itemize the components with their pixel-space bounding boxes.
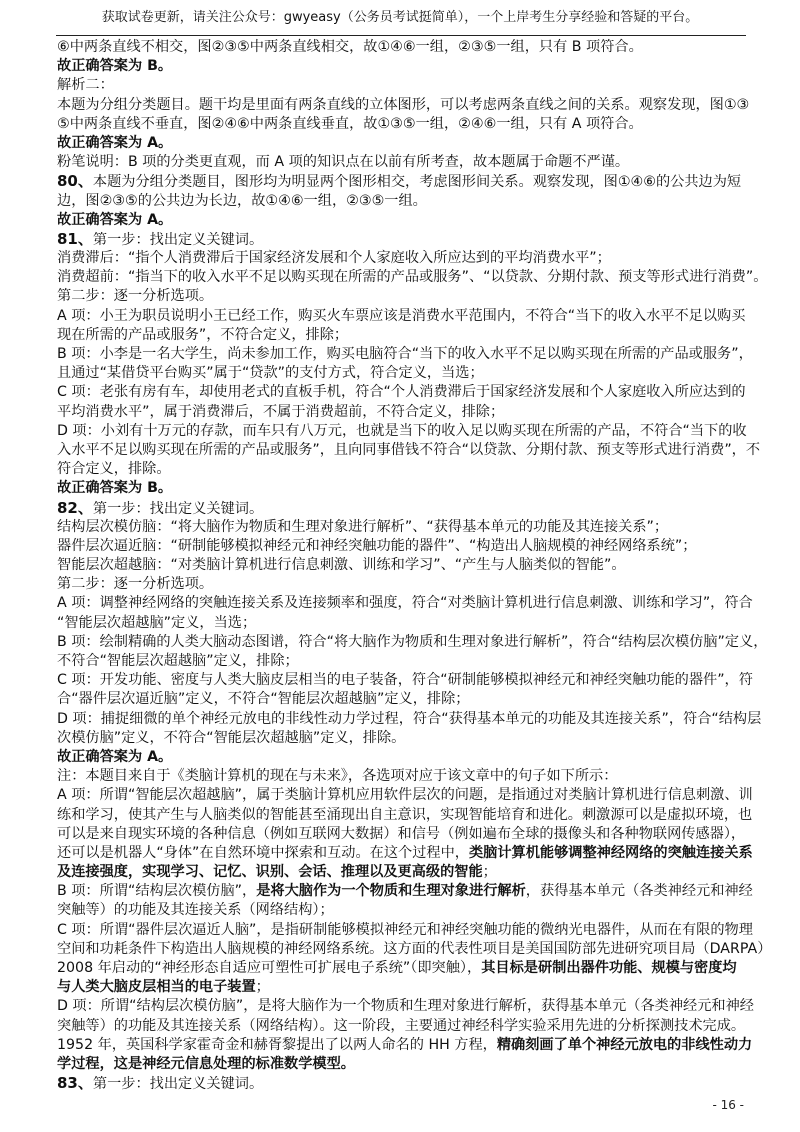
text-line [57, 921, 753, 940]
text-line [57, 901, 745, 920]
text-line [57, 383, 745, 402]
text-segment: D 项：捕捉细微的单个神经元放电的非线性动力学过程，符合“获得基本单元的功能及其连接关系”，符合“结构层 [57, 710, 762, 727]
text-line [57, 978, 745, 997]
text-line [57, 115, 745, 134]
text-line [57, 76, 745, 95]
text-line [57, 192, 745, 211]
text-line [57, 997, 754, 1016]
text-line [57, 249, 745, 268]
text-line [57, 825, 745, 844]
text-segment: 空间和功耗条件下构造出人脑规模的神经网络系统。这方面的代表性项目是美国国防部先进研究项目局（DARPA） [57, 940, 772, 957]
text-line [57, 153, 745, 172]
bold-text: 精确刻画了单个神经元放电的非线性动力 [496, 1036, 753, 1053]
bold-text: 故正确答案为 A。 [57, 134, 173, 151]
text-segment: ，获得基本单元（各类神经元和神经 [525, 883, 753, 900]
text-line [57, 671, 753, 690]
text-line [57, 633, 768, 652]
text-line [57, 172, 745, 191]
text-line [57, 729, 745, 748]
text-segment: 不符合“智能层次超越脑”定义，排除； [57, 653, 299, 669]
text-segment: 合“器件层次逼近脑”定义，不符合“智能层次超越脑”定义，排除； [57, 691, 470, 708]
bold-text: 故正确答案为 B。 [57, 480, 173, 497]
text-segment: 突触等）的功能及其连接关系（网络结构）； [57, 902, 334, 919]
text-line [57, 287, 745, 306]
question-number: 83、 [57, 1074, 93, 1093]
text-line [57, 959, 745, 978]
text-line [57, 690, 745, 709]
text-segment: 本题为分组分类题目。题干均是里面有两条直线的立体图形，可以考虑两条直线之间的关系。观察发现，图①③ [57, 96, 750, 113]
text-line [57, 806, 753, 825]
text-segment: 2008 年启动的“神经形态自适应可塑性可扩展电子系统”（即突触）， [57, 960, 482, 976]
text-segment: C 项：老张有房有车，却使用老式的直板手机，符合“个人消费滞后于国家经济发展和个人家庭收入所应达到的 [57, 384, 746, 401]
text-line [57, 134, 745, 153]
text-line [57, 230, 745, 249]
text-line [57, 268, 768, 287]
text-line [57, 460, 745, 479]
text-segment: 第二步：逐一分析选项。 [57, 576, 214, 593]
text-line [57, 940, 772, 959]
text-line [57, 1017, 745, 1036]
text-line [57, 364, 745, 383]
text-segment: ⑤中两条直线不垂直，图②④⑥中两条直线垂直，故①③⑤一组，②④⑥一组，只有 A 项符合。 [57, 115, 643, 132]
text-line [57, 844, 753, 863]
question-number: 80、 [57, 172, 93, 191]
text-segment: 1952 年，英国科学家霍奇金和赫胥黎提出了以两人命名的 HH 方程， [57, 1036, 497, 1053]
text-line [57, 403, 745, 422]
text-line [57, 96, 750, 115]
text-segment: D 项：小刘有十万元的存款，而车只有八万元，也就是当下的收入足以购买现在所需的产品，不符合“当下的收 [57, 422, 747, 439]
bold-text: 故正确答案为 A。 [57, 748, 173, 765]
text-segment: A 项：小王为职员说明小王已经工作，购买火车票应该是消费水平范围内，不符合“当下的收入水平不足以购买 [57, 307, 746, 324]
text-line [57, 1055, 745, 1074]
text-segment: 平均消费水平”，属于消费滞后，不属于消费超前，不符合定义，排除； [57, 403, 505, 420]
bold-text: 故正确答案为 A。 [57, 211, 173, 228]
text-line [57, 863, 745, 882]
text-segment: 粉笔说明：B 项的分类更直观，而 A 项的知识点在以前有所考查，故本题属于命题不严谨。 [57, 154, 630, 171]
page-header: 获取试卷更新，请关注公众号：gwyeasy（公务员考试挺简单），一个上岸考生分享经验和答疑的平台。 [101, 10, 699, 25]
text-line [57, 594, 753, 613]
text-segment: 本题为分组分类题目，图形均为明显两个图形相交，考虑图形间关系。观察发现，图①④⑥的公共边为短 [92, 174, 742, 191]
bold-text: 其目标是研制出器件功能、规模与密度均 [481, 960, 737, 976]
text-line [57, 326, 745, 345]
bold-text: 学过程，这是神经元信息处理的标准数学模型。 [57, 1055, 355, 1072]
text-line [57, 499, 745, 518]
text-line [57, 422, 745, 441]
text-line [57, 710, 762, 729]
text-segment: 解析二： [57, 77, 114, 94]
text-segment: 注：本题目来自于《类脑计算机的现在与未来》，各选项对应于该文章中的句子如下所示： [57, 768, 618, 785]
text-segment: ； [482, 864, 497, 881]
text-segment: A 项：所谓“智能层次超越脑”，属于类脑计算机应用软件层次的问题，是指通过对类脑计算机进行信息刺激、训 [57, 787, 753, 804]
text-segment: 现在所需的产品或服务”，不符合定义，排除； [57, 326, 349, 343]
text-line [57, 556, 745, 575]
text-segment: B 项：绘制精确的人类大脑动态图谱，符合“将大脑作为物质和生理对象进行解析”，符合“结构层次模仿脑”定义， [57, 633, 768, 650]
text-line [57, 57, 745, 76]
text-line [57, 307, 745, 326]
text-line [57, 537, 745, 556]
text-segment: 消费滞后：“指个人消费滞后于国家经济发展和个人家庭收入所应达到的平均消费水平”； [57, 250, 611, 267]
text-segment: B 项：小李是一名大学生，尚未参加工作，购买电脑符合“当下的收入水平不足以购买现在所需的产品或服务”， [57, 346, 753, 362]
text-line [57, 575, 745, 594]
text-segment: C 项：所谓“器件层次逼近人脑”，是指研制能够模拟神经元和神经突触功能的微纳光电器件，从而在有限的物理 [57, 921, 753, 938]
header-divider [56, 35, 746, 36]
text-segment: B 项：所谓“结构层次模仿脑”， [57, 883, 257, 900]
text-line [57, 786, 753, 805]
text-line [57, 614, 745, 633]
text-line [57, 441, 761, 460]
bold-text: 及连接强度，实现学习、记忆、识别、会话、推理以及更高级的智能 [57, 864, 483, 881]
text-segment: 还可以是机器人“身体”在自然环境中探索和互动。在这个过程中， [57, 844, 469, 861]
text-segment: 边，图②③⑤的公共边为长边，故①④⑥一组，②③⑤一组。 [57, 192, 427, 209]
text-line [57, 882, 753, 901]
text-segment: 器件层次逼近脑：“研制能够模拟神经元和神经突触功能的器件”、“构造出人脑规模的神经网络系统”； [57, 537, 697, 554]
text-segment: 第一步：找出定义关键词。 [92, 231, 264, 248]
text-segment: 消费超前：“指当下的收入水平不足以购买现在所需的产品或服务”、“以贷款、分期付款、预支等形式进行消费”。 [57, 269, 768, 286]
bold-text: 与人类大脑皮层相当的电子装置 [57, 979, 256, 996]
text-line [57, 652, 745, 671]
text-segment: C 项：开发功能、密度与人类大脑皮层相当的电子装备，符合“研制能够模拟神经元和神经突触功能的器件”，符 [57, 672, 753, 689]
text-segment: 且通过“某借贷平台购买”属于“贷款”的支付方式，符合定义，当选； [57, 365, 484, 382]
text-segment: 第二步：逐一分析选项。 [57, 288, 214, 305]
text-segment: ； [255, 979, 270, 996]
text-segment: 智能层次超越脑：“对类脑计算机进行信息刺激、训练和学习”、“产生与人脑类似的智能”。 [57, 557, 626, 574]
text-segment: “智能层次超越脑”定义，当选； [57, 614, 257, 631]
text-segment: D 项：所谓“结构层次模仿脑”，是将大脑作为一个物质和生理对象进行解析，获得基本单元（各类神经元和神经 [57, 998, 754, 1015]
text-segment: 符合定义，排除。 [57, 461, 171, 478]
bold-text: 类脑计算机能够调整神经网络的突触连接关系 [468, 844, 753, 861]
text-segment: 第一步：找出定义关键词。 [92, 500, 264, 517]
text-line [57, 748, 745, 767]
text-segment: 结构层次模仿脑：“将大脑作为物质和生理对象进行解析”、“获得基本单元的功能及其连接关系”； [57, 518, 669, 535]
text-line [57, 1036, 753, 1055]
text-line [57, 1074, 745, 1093]
question-number: 81、 [57, 229, 93, 248]
text-segment: 第一步：找出定义关键词。 [92, 1076, 264, 1093]
text-segment: ⑥中两条直线不相交，图②③⑤中两条直线相交，故①④⑥一组，②③⑤一组，只有 B 项符合。 [57, 39, 643, 55]
text-line [57, 211, 745, 230]
text-line [57, 767, 745, 786]
text-line [57, 345, 753, 364]
question-number: 82、 [57, 498, 93, 517]
text-segment: 练和学习，使其产生与人脑类似的智能甚至涌现出自主意识，实现智能培育和进化。刺激源可以是虚拟环境，也 [57, 806, 753, 823]
text-line [57, 38, 745, 57]
bold-text: 是将大脑作为一个物质和生理对象进行解析 [256, 883, 526, 900]
text-segment: 突触等）的功能及其连接关系（网络结构）。这一阶段，主要通过神经科学实验采用先进的分析探测技术完成。 [57, 1017, 746, 1034]
text-line [57, 479, 745, 498]
text-segment: A 项：调整神经网络的突触连接关系及连接频率和强度，符合“对类脑计算机进行信息刺激、训练和学习”，符合 [57, 595, 753, 612]
bold-text: 故正确答案为 B。 [57, 58, 173, 75]
text-segment: 入水平不足以购买现在所需的产品或服务”，且向同事借钱不符合“以贷款、分期付款、预支等形式进行消费”，不 [57, 441, 761, 458]
text-segment: 次模仿脑”定义，不符合“智能层次超越脑”定义，排除。 [57, 729, 406, 746]
document-body [57, 38, 772, 1093]
page-number: - 16 - [712, 1098, 744, 1112]
text-line [57, 518, 745, 537]
text-segment: 可以是来自现实环境的各种信息（例如互联网大数据）和信号（例如遍布全球的摄像头和各种物联网传感器）， [57, 825, 746, 842]
